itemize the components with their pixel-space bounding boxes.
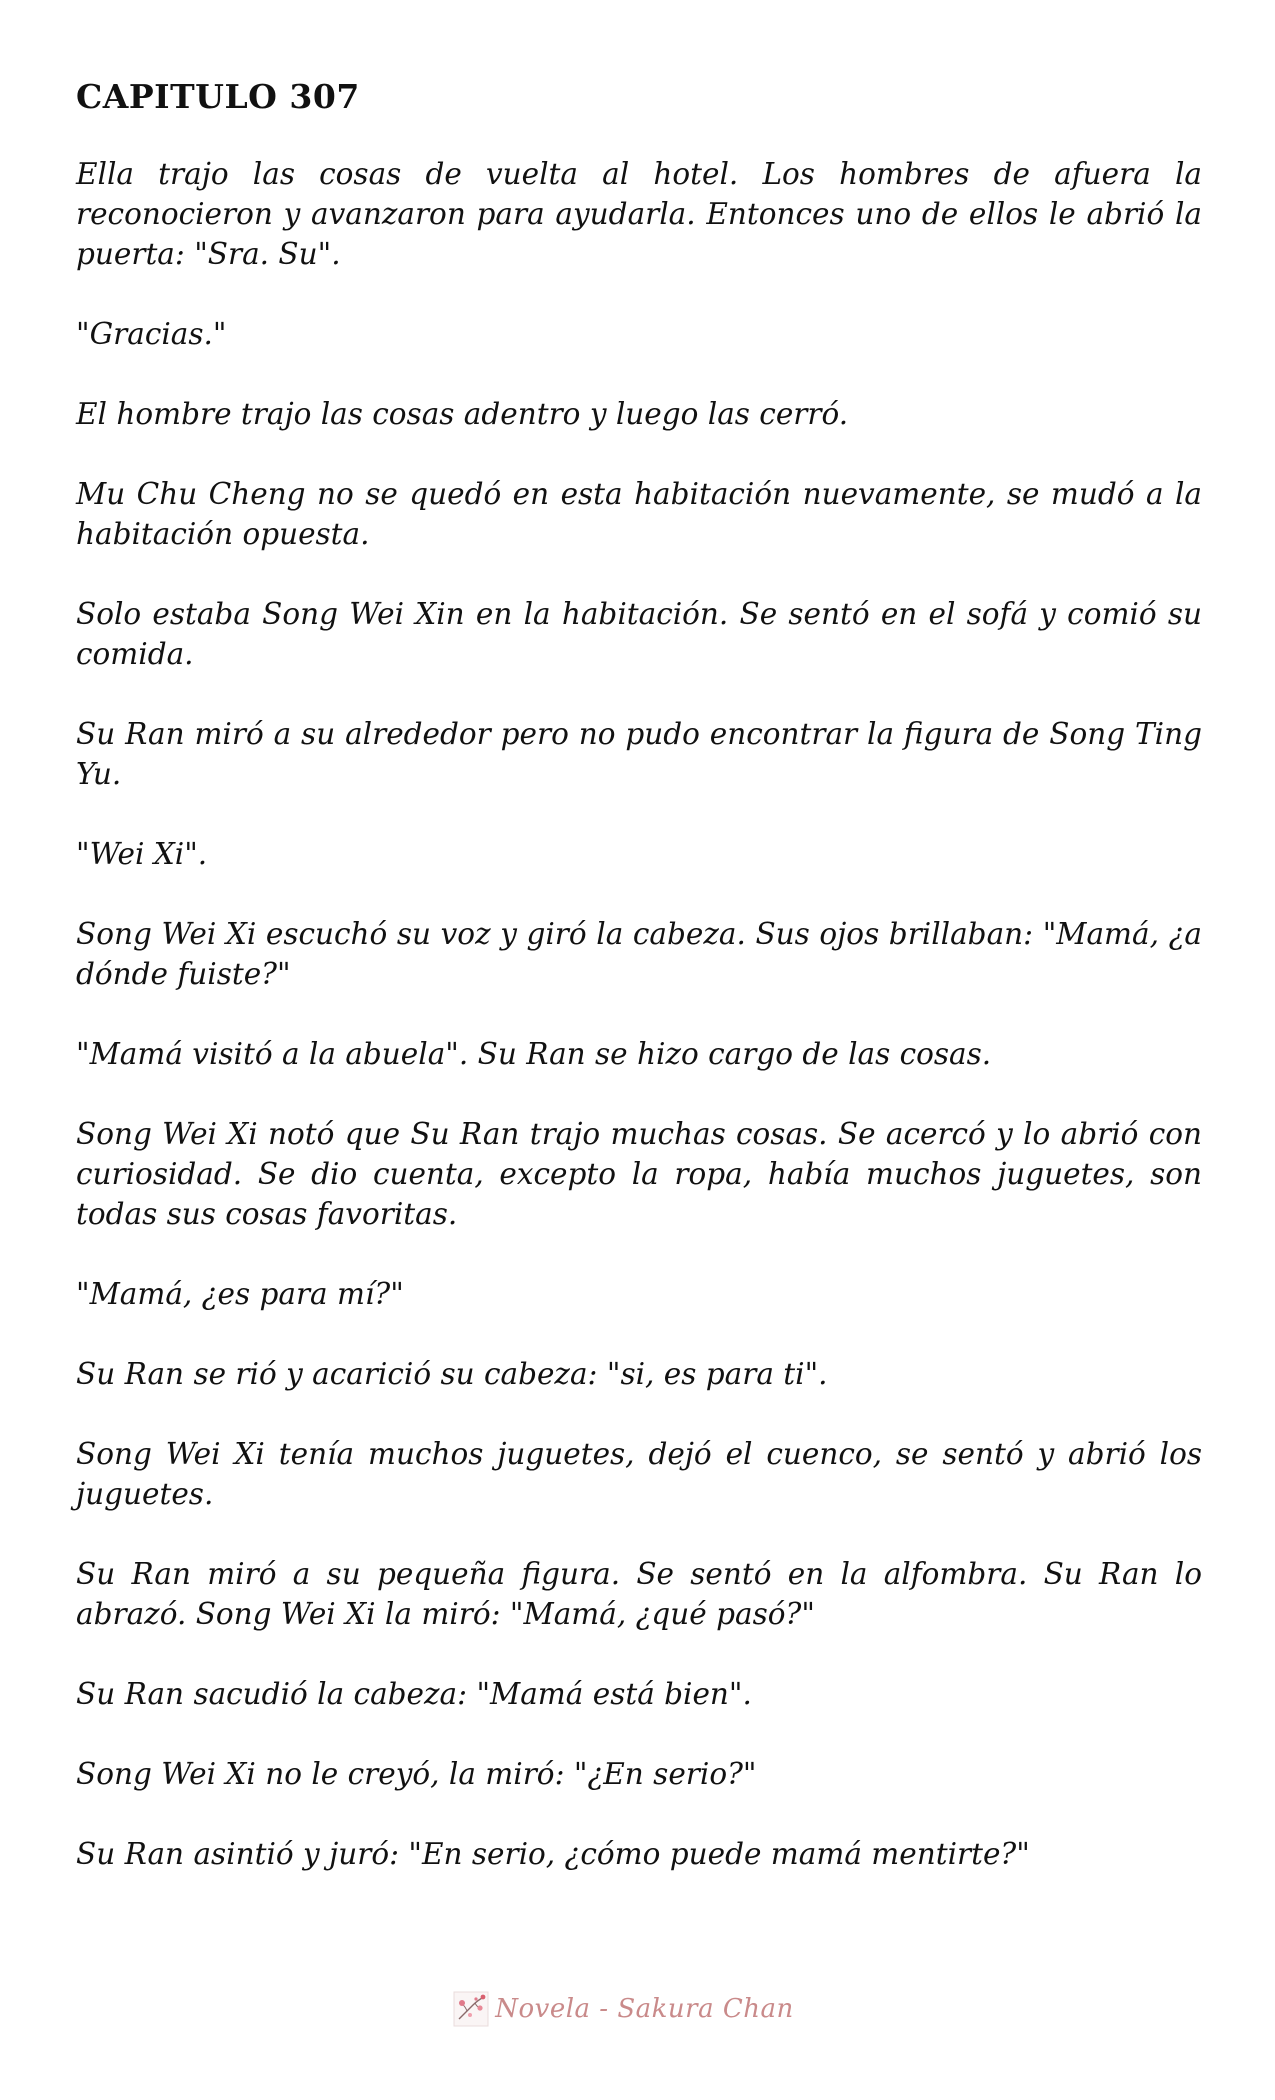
footer-text: Novela - Sakura Chan	[495, 1994, 794, 2024]
paragraph: "Gracias."	[76, 317, 227, 351]
paragraph: Su Ran se rió y acarició su cabeza: "si, es para ti".	[76, 1357, 828, 1391]
paragraph: Mu Chu Cheng no se quedó en esta habitación nuevamente, se mudó a la habitación opuesta.	[76, 477, 1202, 551]
paragraph: Su Ran miró a su pequeña figura. Se sentó en la alfombra. Su Ran lo abrazó. Song Wei Xi la miró: "Mamá, ¿qué pasó?"	[76, 1557, 1202, 1631]
paragraph: Song Wei Xi escuchó su voz y giró la cabeza. Sus ojos brillaban: "Mamá, ¿a dónde fuiste?"	[76, 917, 1202, 991]
paragraph: Solo estaba Song Wei Xin en la habitación. Se sentó en el sofá y comió su comida.	[76, 597, 1202, 671]
paragraph: Su Ran sacudió la cabeza: "Mamá está bien".	[76, 1677, 752, 1711]
paragraph: Ella trajo las cosas de vuelta al hotel. Los hombres de afuera la reconocieron y avanzaron para ayudarla. Entonces uno de ellos le abrió la puerta: "Sra. Su".	[76, 157, 1202, 271]
paragraph: Song Wei Xi no le creyó, la miró: "¿En serio?"	[76, 1757, 757, 1791]
paragraph: "Mamá, ¿es para mí?"	[76, 1277, 404, 1311]
paragraph: Song Wei Xi notó que Su Ran trajo muchas cosas. Se acercó y lo abrió con curiosidad. Se dio cuenta, excepto la ropa, había muchos juguetes, son todas sus cosas favoritas.	[76, 1117, 1202, 1231]
chapter-title: CAPITULO 307	[76, 77, 360, 116]
footer-brand	[453, 1991, 794, 2027]
paragraph: "Wei Xi".	[76, 837, 208, 871]
paragraph: El hombre trajo las cosas adentro y luego las cerró.	[76, 397, 849, 431]
paragraph: Song Wei Xi tenía muchos juguetes, dejó el cuenco, se sentó y abrió los juguetes.	[76, 1437, 1202, 1511]
sakura-blossom-icon	[453, 1991, 489, 2027]
paragraph: Su Ran asintió y juró: "En serio, ¿cómo puede mamá mentirte?"	[76, 1837, 1030, 1871]
paragraph: Su Ran miró a su alrededor pero no pudo encontrar la figura de Song Ting Yu.	[76, 717, 1202, 791]
document-page	[76, 72, 1202, 1914]
footer-watermark	[0, 1985, 1275, 2033]
paragraph: "Mamá visitó a la abuela". Su Ran se hizo cargo de las cosas.	[76, 1037, 992, 1071]
